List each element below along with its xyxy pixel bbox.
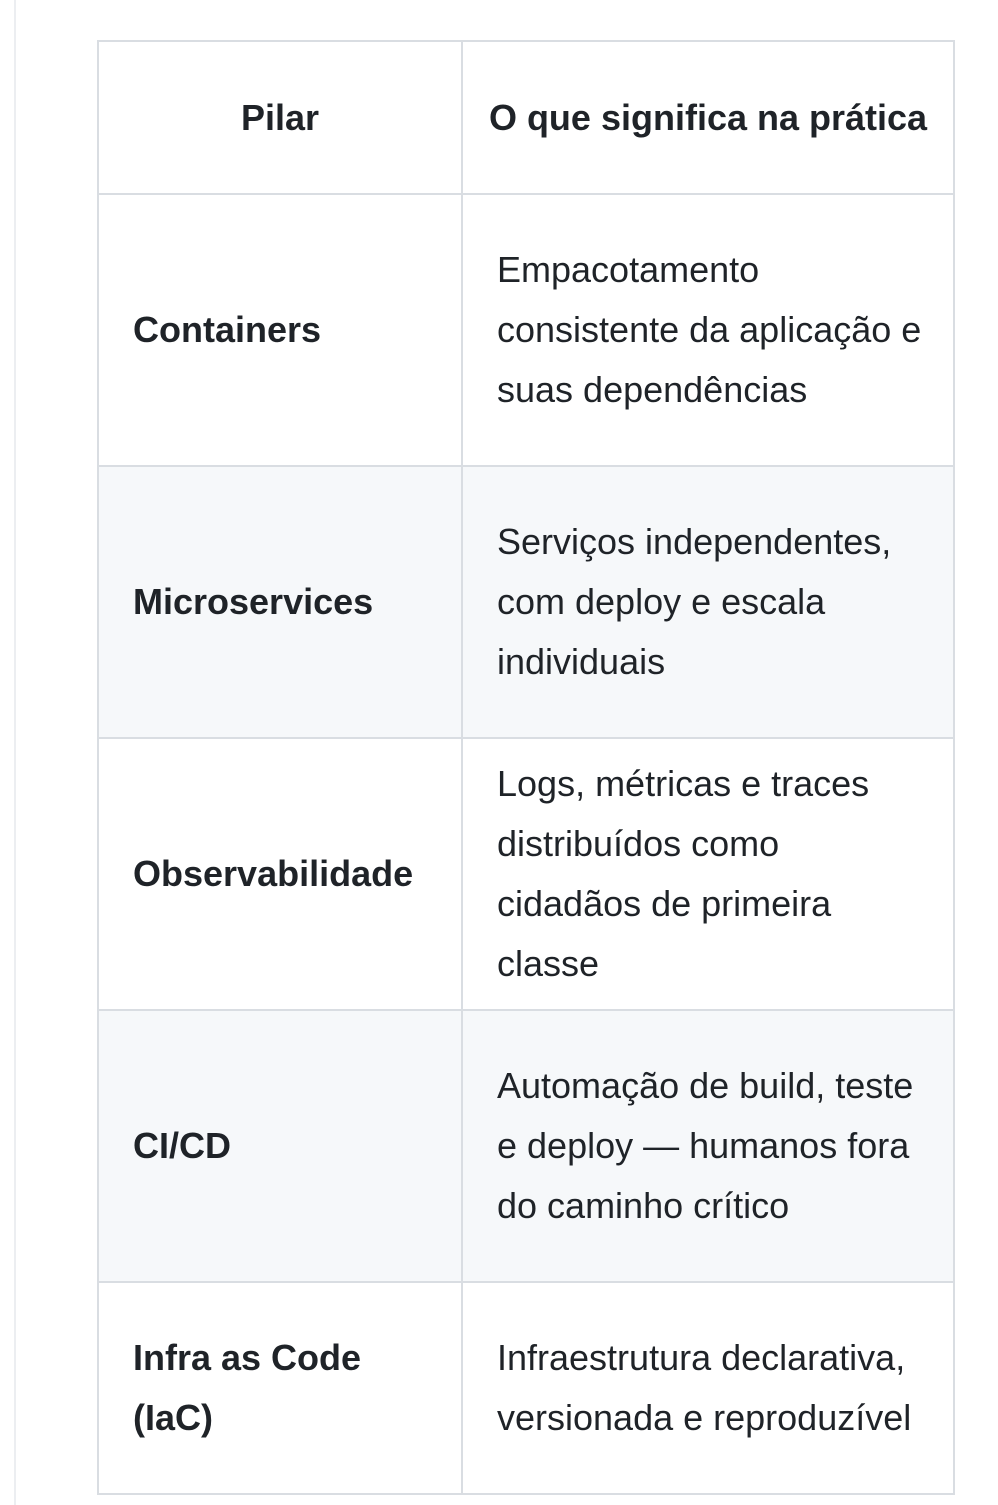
pillar-cell: Microservices [98, 466, 462, 738]
table-row [98, 194, 954, 466]
header-pillar: Pilar [98, 41, 462, 194]
header-meaning: O que significa na prática [462, 41, 954, 194]
table-row [98, 1282, 954, 1494]
table-header-row [98, 41, 954, 194]
pillars-table-container [97, 40, 953, 1495]
pillar-cell: CI/CD [98, 1010, 462, 1282]
left-margin-rule [14, 0, 16, 1505]
meaning-cell: Automação de build, teste e deploy — humanos fora do caminho crítico [462, 1010, 954, 1282]
meaning-cell: Empacotamento consistente da aplicação e suas dependências [462, 194, 954, 466]
pillar-cell: Infra as Code (IaC) [98, 1282, 462, 1494]
pillar-cell: Observabilidade [98, 738, 462, 1010]
pillars-table [97, 40, 955, 1495]
table-row [98, 1010, 954, 1282]
meaning-cell: Infraestrutura declarativa, versionada e reproduzível [462, 1282, 954, 1494]
pillar-cell: Containers [98, 194, 462, 466]
meaning-cell: Logs, métricas e traces distribuídos como cidadãos de primeira classe [462, 738, 954, 1010]
meaning-cell: Serviços independentes, com deploy e escala individuais [462, 466, 954, 738]
table-row [98, 466, 954, 738]
table-row [98, 738, 954, 1010]
